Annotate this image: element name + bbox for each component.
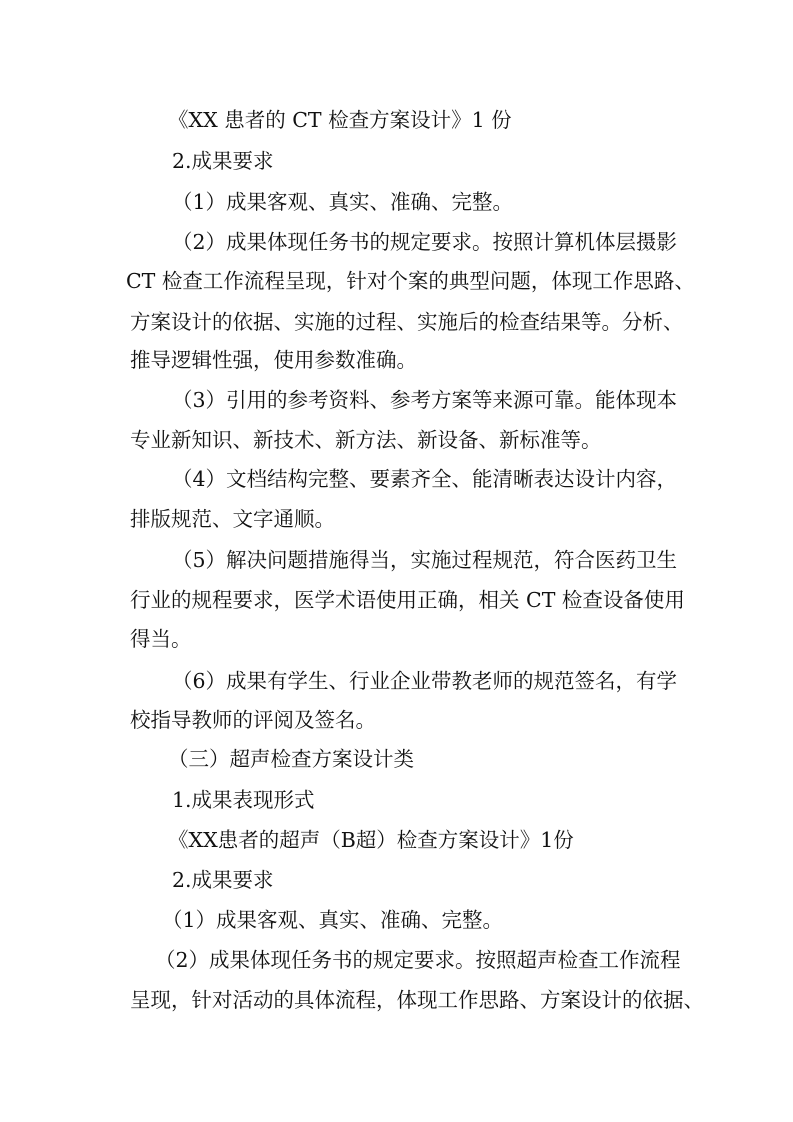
text-line-14: 得当。 [130, 627, 192, 651]
text-line-3: （1）成果客观、真实、准确、完整。 [172, 190, 514, 214]
text-line-16: 校指导教师的评阅及签名。 [130, 708, 376, 732]
text-line-20: 2.成果要求 [172, 868, 274, 892]
text-line-5: CT 检查工作流程呈现，针对个案的典型问题，体现工作思路、 [126, 269, 695, 293]
text-line-4: （2）成果体现任务书的规定要求。按照计算机体层摄影 [172, 230, 678, 254]
text-line-11: 排版规范、文字通顺。 [130, 507, 335, 531]
text-line-19: 《XX患者的超声（B超）检查方案设计》1份 [168, 828, 574, 852]
text-line-2: 2.成果要求 [172, 149, 274, 173]
text-line-7: 推导逻辑性强，使用参数准确。 [130, 348, 417, 372]
text-line-6: 方案设计的依据、实施的过程、实施后的检查结果等。分析、 [130, 310, 684, 334]
text-line-1: 《XX 患者的 CT 检查方案设计》1 份 [168, 108, 512, 132]
text-line-22: （2）成果体现任务书的规定要求。按照超声检查工作流程 [155, 948, 681, 972]
text-line-8: （3）引用的参考资料、参考方案等来源可靠。能体现本 [172, 388, 678, 412]
section-heading: （三）超声检查方案设计类 [168, 747, 414, 771]
text-line-15: （6）成果有学生、行业企业带教老师的规范签名，有学 [172, 669, 678, 693]
text-line-9: 专业新知识、新技术、新方法、新设备、新标准等。 [130, 428, 602, 452]
text-line-23: 呈现，针对活动的具体流程，体现工作思路、方案设计的依据、 [130, 988, 704, 1012]
text-line-18: 1.成果表现形式 [172, 788, 315, 812]
text-line-10: （4）文档结构完整、要素齐全、能清晰表达设计内容， [172, 467, 678, 491]
text-line-13: 行业的规程要求，医学术语使用正确，相关 CT 检查设备使用 [130, 588, 685, 612]
text-line-12: （5）解决问题措施得当，实施过程规范，符合医药卫生 [172, 548, 678, 572]
text-line-21: （1）成果客观、真实、准确、完整。 [162, 908, 504, 932]
